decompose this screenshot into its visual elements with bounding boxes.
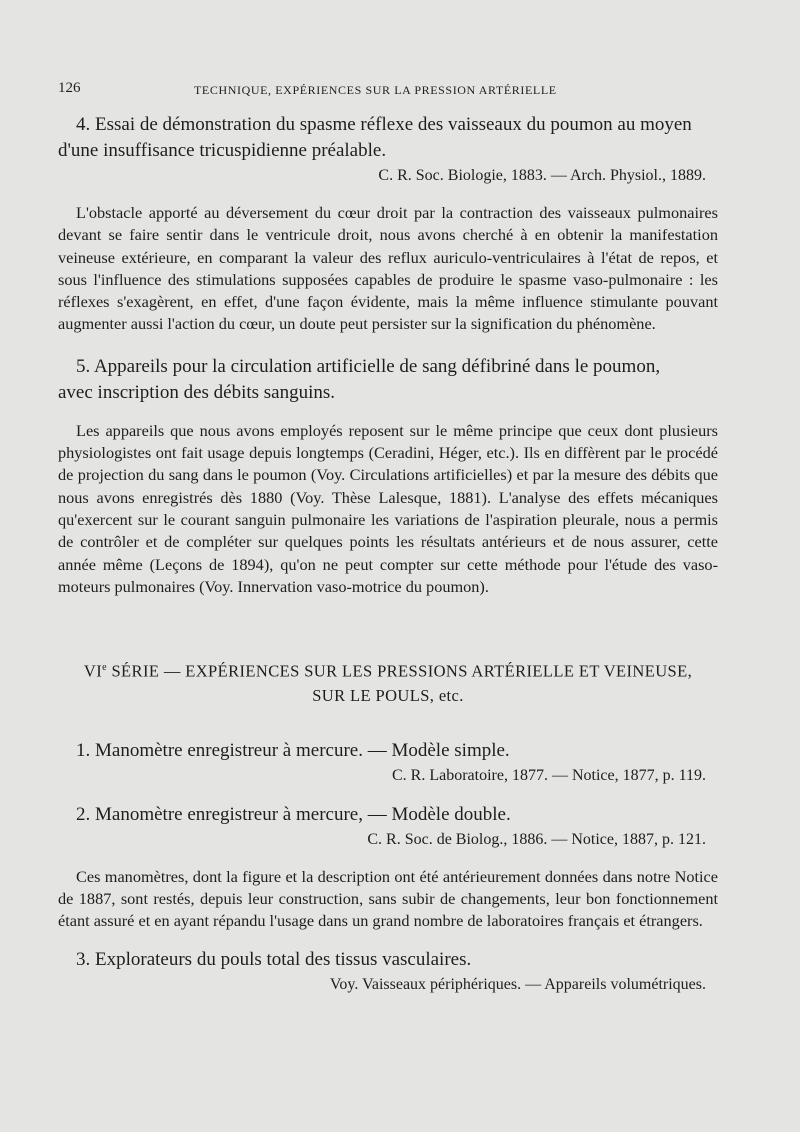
- section-4-title-line1: 4. Essai de démonstration du spasme réflexe des vaisseaux du poumon au moyen: [76, 114, 692, 135]
- page-header: [58, 80, 718, 97]
- section-4-title-line2: d'une insuffisance tricuspidienne préalable.: [58, 140, 387, 161]
- page-content: [58, 112, 718, 997]
- page-number: 126: [58, 80, 81, 96]
- series-6-item-2-title: 2. Manomètre enregistreur à mercure, — Modèle double.: [76, 803, 511, 825]
- series-6-heading-line2: SUR LE POULS, etc.: [312, 685, 464, 705]
- series-6-item-3: [58, 947, 718, 997]
- section-4: [58, 112, 718, 336]
- series-6-item-1-reference: C. R. Laboratoire, 1877. — Notice, 1877, p. 119.: [391, 766, 706, 784]
- section-5-title: [58, 354, 718, 406]
- series-number-suffix: e: [102, 662, 107, 674]
- series-6-item-2-reference: C. R. Soc. de Biolog., 1886. — Notice, 1887, p. 121.: [367, 830, 706, 848]
- series-6-heading-line1: [58, 656, 718, 684]
- running-title: TECHNIQUE, EXPÉRIENCES SUR LA PRESSION ARTÉRIELLE: [194, 83, 557, 97]
- section-4-body: L'obstacle apporté au déversement du cœur droit par la contraction des vaisseaux pulmonaires devant se faire sentir dans le ventricule droit, nous avons cherché à en obtenir la manifestation veineuse extérieure, en comparant la valeur des reflux auriculo-ventriculaires à l'état de repos, et sous l'influence des stimulations supposées capables de produire le spasme vaso-pulmonaire : les réflexes s'exagèrent, en effet, d'une façon évidente, mais la même influence stimulante pouvant augmenter aussi l'action du cœur, un doute peut persister sur la signification du phénomène.: [58, 203, 718, 334]
- section-5-title-line2: avec inscription des débits sanguins.: [58, 381, 336, 403]
- series-title: SÉRIE — EXPÉRIENCES SUR LES PRESSIONS ARTÉRIELLE ET VEINEUSE,: [106, 661, 693, 681]
- series-number: VI: [83, 661, 103, 681]
- series-6-body: Ces manomètres, dont la figure et la description ont été antérieurement données dans notre Notice de 1887, sont restés, depuis leur construction, sans subir de changements, leur bon fonctionnement étant assuré et en ayant répandu l'usage dans un grand nombre de laboratoires français et étrangers.: [58, 866, 718, 931]
- series-6-item-1: [58, 738, 718, 788]
- series-6-item-3-reference: Voy. Vaisseaux périphériques. — Appareils volumétriques.: [329, 975, 706, 993]
- series-6-item-3-title: 3. Explorateurs du pouls total des tissus vasculaires.: [76, 948, 472, 970]
- section-4-reference: C. R. Soc. Biologie, 1883. — Arch. Physiol., 1889.: [378, 167, 706, 184]
- series-6-heading: [58, 656, 718, 708]
- section-5-body: Les appareils que nous avons employés reposent sur le même principe que ceux dont plusieurs physiologistes ont fait usage depuis longtemps (Ceradini, Héger, etc.). Ils en diffèrent par le procédé de projection du sang dans le poumon (Voy. Circulations artificielles) et par la mesure des débits que nous avons enregistrés dès 1880 (Voy. Thèse Lalesque, 1881). L'analyse des effets mécaniques qu'exercent sur le courant sanguin pulmonaire les variations de l'aspiration pleurale, nous a permis de contrôler et de compléter sur quelques points les résultats antérieurs et de nous assurer, cette année même (Leçons de 1894), qu'on ne peut compter sur cette méthode pour l'étude des vaso-moteurs pulmonaires (Voy. Innervation vaso-motrice du poumon).: [58, 420, 718, 596]
- section-4-title: [58, 112, 718, 164]
- series-6-item-2: [58, 802, 718, 852]
- section-5-title-line1: 5. Appareils pour la circulation artificielle de sang défibriné dans le poumon,: [76, 355, 661, 377]
- section-5: [58, 354, 718, 598]
- series-6-item-1-title: 1. Manomètre enregistreur à mercure. — Modèle simple.: [76, 739, 510, 761]
